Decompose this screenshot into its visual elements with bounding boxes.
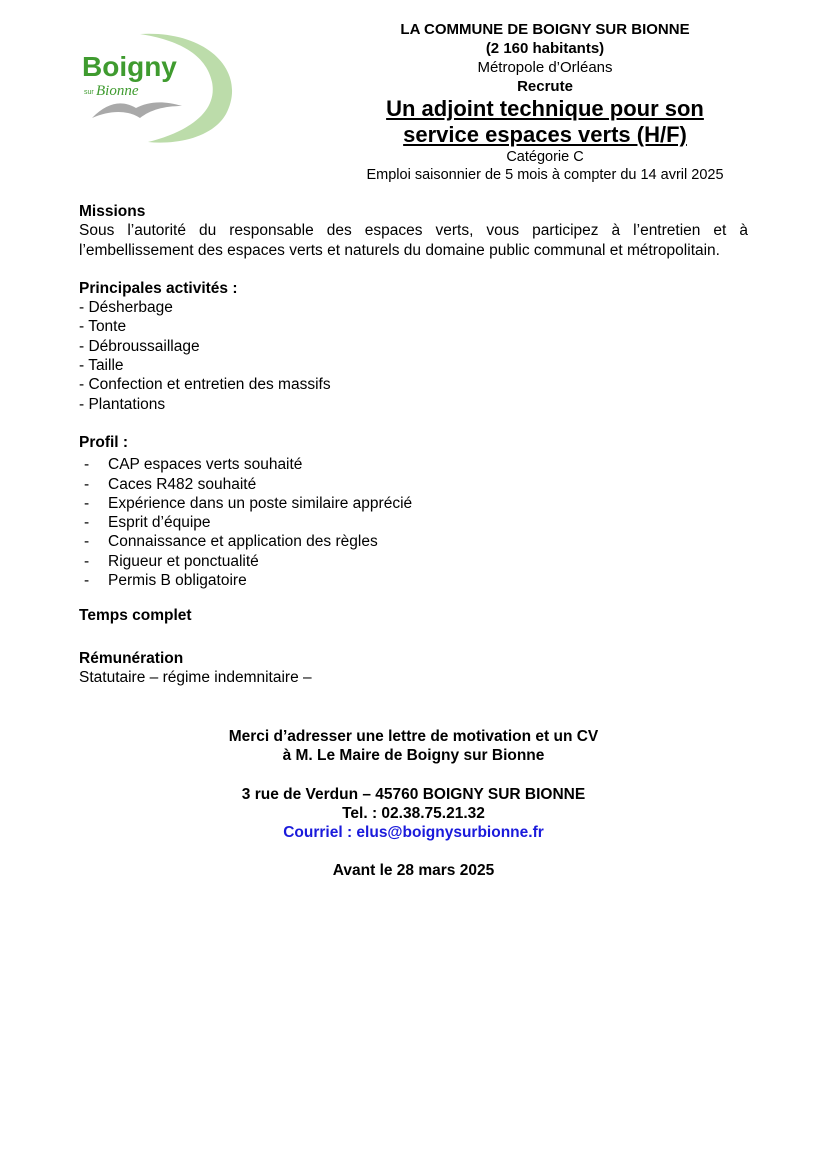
job-title-line1: Un adjoint technique pour son: [386, 96, 704, 121]
logo-brand-text: Boigny: [82, 51, 177, 82]
employment-type: Emploi saisonnier de 5 mois à compter du 14 avril 2025: [366, 167, 724, 183]
profile-item: - CAP espaces verts souhaité: [79, 455, 748, 474]
commune-name: LA COMMUNE DE BOIGNY SUR BIONNE: [400, 21, 690, 38]
profile-item: - Expérience dans un poste similaire apprécié: [79, 494, 748, 513]
pay-text: Statutaire – régime indemnitaire –: [79, 668, 312, 686]
pay-heading: Rémunération: [79, 649, 184, 667]
email-link[interactable]: Courriel : elus@boignysurbionne.fr: [283, 824, 544, 842]
activity-item: - Taille: [79, 357, 124, 375]
profile-item: - Esprit d’équipe: [79, 513, 748, 532]
application-deadline: Avant le 28 mars 2025: [332, 862, 495, 880]
metropole: Métropole d’Orléans: [477, 59, 613, 76]
activities-heading: Principales activités :: [79, 279, 238, 297]
document-header: [355, 20, 735, 184]
activities-list: [79, 298, 748, 414]
activity-item: - Confection et entretien des massifs: [79, 376, 331, 394]
profile-item: - Connaissance et application des règles: [79, 532, 748, 551]
activity-item: - Plantations: [79, 395, 166, 413]
profile-item: - Caces R482 souhaité: [79, 475, 748, 494]
application-info: [79, 727, 748, 881]
activity-item: - Tonte: [79, 318, 127, 336]
commune-logo: [78, 32, 238, 147]
activity-item: - Débroussaillage: [79, 337, 200, 355]
activity-item: - Désherbage: [79, 299, 173, 317]
profile-heading: Profil :: [79, 433, 129, 451]
recruits-label: Recrute: [517, 78, 573, 95]
job-category: Catégorie C: [506, 149, 584, 165]
schedule-heading: Temps complet: [79, 607, 192, 625]
profile-item: - Rigueur et ponctualité: [79, 552, 748, 571]
logo-sub-brand-text: Bionne: [96, 83, 139, 99]
population: (2 160 habitants): [485, 40, 605, 57]
phone-number: Tel. : 02.38.75.21.32: [342, 804, 485, 822]
missions-heading: Missions: [79, 203, 146, 220]
logo-graphic: [78, 32, 238, 147]
missions-text: Sous l’autorité du responsable des espaces verts, vous participez à l’entretien et à l’embellissement des espaces verts et naturels du domaine public communal et métropolitain.: [79, 222, 748, 259]
apply-recipient: à M. Le Maire de Boigny sur Bionne: [282, 747, 545, 765]
job-title-line2: service espaces verts (H/F): [403, 122, 687, 147]
postal-address: 3 rue de Verdun – 45760 BOIGNY SUR BIONNE: [241, 785, 586, 803]
logo-bird-wing: [92, 102, 182, 118]
apply-instruction: Merci d’adresser une lettre de motivation et un CV: [228, 728, 599, 745]
job-description: [79, 202, 748, 687]
logo-small-text: sur: [84, 89, 94, 96]
profile-item: - Permis B obligatoire: [79, 571, 748, 590]
profile-list: [79, 455, 748, 590]
